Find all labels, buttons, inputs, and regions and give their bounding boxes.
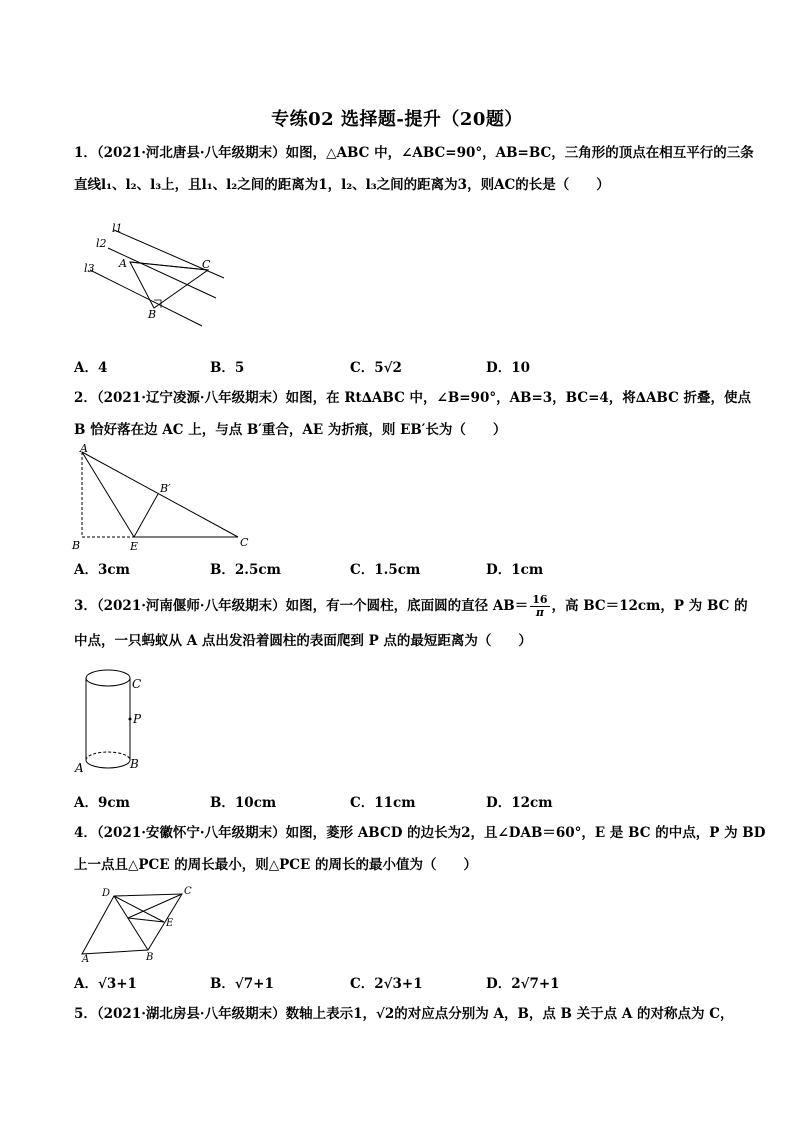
question-1-line-2: 直线l₁、l₂、l₃上，且l₁、l₂之间的距离为1，l₂、l₃之间的距离为3，则AC的长是（ ） [74,177,610,193]
question-4-line-2: 上一点且△PCE 的周长最小，则△PCE 的周长的最小值为（ ） [74,857,478,873]
q4-option-b: B．√7+1 [210,976,274,992]
fig2-label-B: B [72,539,81,552]
q1-option-a: A．4 [74,360,108,376]
q2-option-b: B．2.5cm [210,562,281,578]
fig4-label-A: A [82,954,90,962]
fig4-label-D: D [102,888,111,899]
q3-fraction-denominator: π [535,606,544,619]
question-3-line-1 [74,594,748,619]
q1-option-c: C．5√2 [350,360,402,376]
fig2-label-A: A [80,442,88,455]
figure-2-folded-right-triangle [70,442,260,554]
fig1-label-l3: l3 [84,262,95,275]
page-title: 专练02 选择题-提升（20题） [271,109,523,130]
q3-fraction [530,594,549,619]
question-2-line-1: 2．（2021·辽宁凌源·八年级期末）如图，在 Rt∆ABC 中，∠B=90°，AB=3，BC=4，将∆ABC 折叠，使点 [74,390,752,406]
q4-option-d: D．2√7+1 [486,976,560,992]
q4-option-a: A．√3+1 [74,976,137,992]
q3-text-part-2: ，高 BC＝12cm，P 为 BC 的 [551,598,748,614]
question-4-line-1: 4．（2021·安徽怀宁·八年级期末）如图，菱形 ABCD 的边长为2，且∠DAB＝60°，E 是 BC 的中点，P 为 BD [74,825,766,841]
q2-option-c: C．1.5cm [350,562,421,578]
fig2-label-C: C [240,536,249,549]
q3-option-a: A．9cm [74,795,130,811]
question-1-line-1: 1．（2021·河北唐县·八年级期末）如图，△ABC 中，∠ABC=90°，AB=BC，三角形的顶点在相互平行的三条 [74,145,754,161]
figure-4-rhombus [70,882,200,962]
q3-text-part-1: 3．（2021·河南偃师·八年级期末）如图，有一个圆柱，底面圆的直径 AB＝ [74,598,529,614]
fig1-label-C: C [202,258,211,271]
fig1-label-B: B [148,308,157,321]
q2-option-d: D．1cm [486,562,544,578]
fig3-label-B: B [130,757,139,771]
fig1-label-A: A [119,257,127,270]
fig2-label-B-prime: B′ [160,482,171,495]
fig4-label-E: E [166,918,174,929]
q1-option-d: D．10 [486,360,530,376]
q1-option-b: B．5 [210,360,245,376]
fig4-label-C: C [184,886,192,897]
q3-fraction-numerator: 16 [532,593,548,606]
fig3-label-C: C [132,677,142,691]
fig3-label-A: A [75,761,84,775]
q2-option-a: A．3cm [74,562,130,578]
figure-1-triangle-between-parallel-lines [74,220,234,330]
question-5-line-1: 5．（2021·湖北房县·八年级期末）数轴上表示1，√2的对应点分别为 A，B，点 B 关于点 A 的对称点为 C， [74,1006,734,1022]
fig1-label-l2: l2 [96,237,107,250]
question-3-line-2: 中点，一只蚂蚁从 A 点出发沿着圆柱的表面爬到 P 点的最短距离为（ ） [74,633,532,649]
fig1-label-l1: l1 [112,222,123,235]
q3-option-d: D．12cm [486,795,553,811]
q3-option-c: C．11cm [350,795,416,811]
q3-option-b: B．10cm [210,795,277,811]
figure-3-cylinder [70,660,160,780]
question-2-line-2: B 恰好落在边 AC 上，与点 B′重合，AE 为折痕，则 EB′长为（ ） [74,422,507,438]
fig2-label-E: E [130,540,139,553]
q4-option-c: C．2√3+1 [350,976,423,992]
fig3-label-P: P [133,712,142,726]
fig4-label-B: B [146,952,154,962]
